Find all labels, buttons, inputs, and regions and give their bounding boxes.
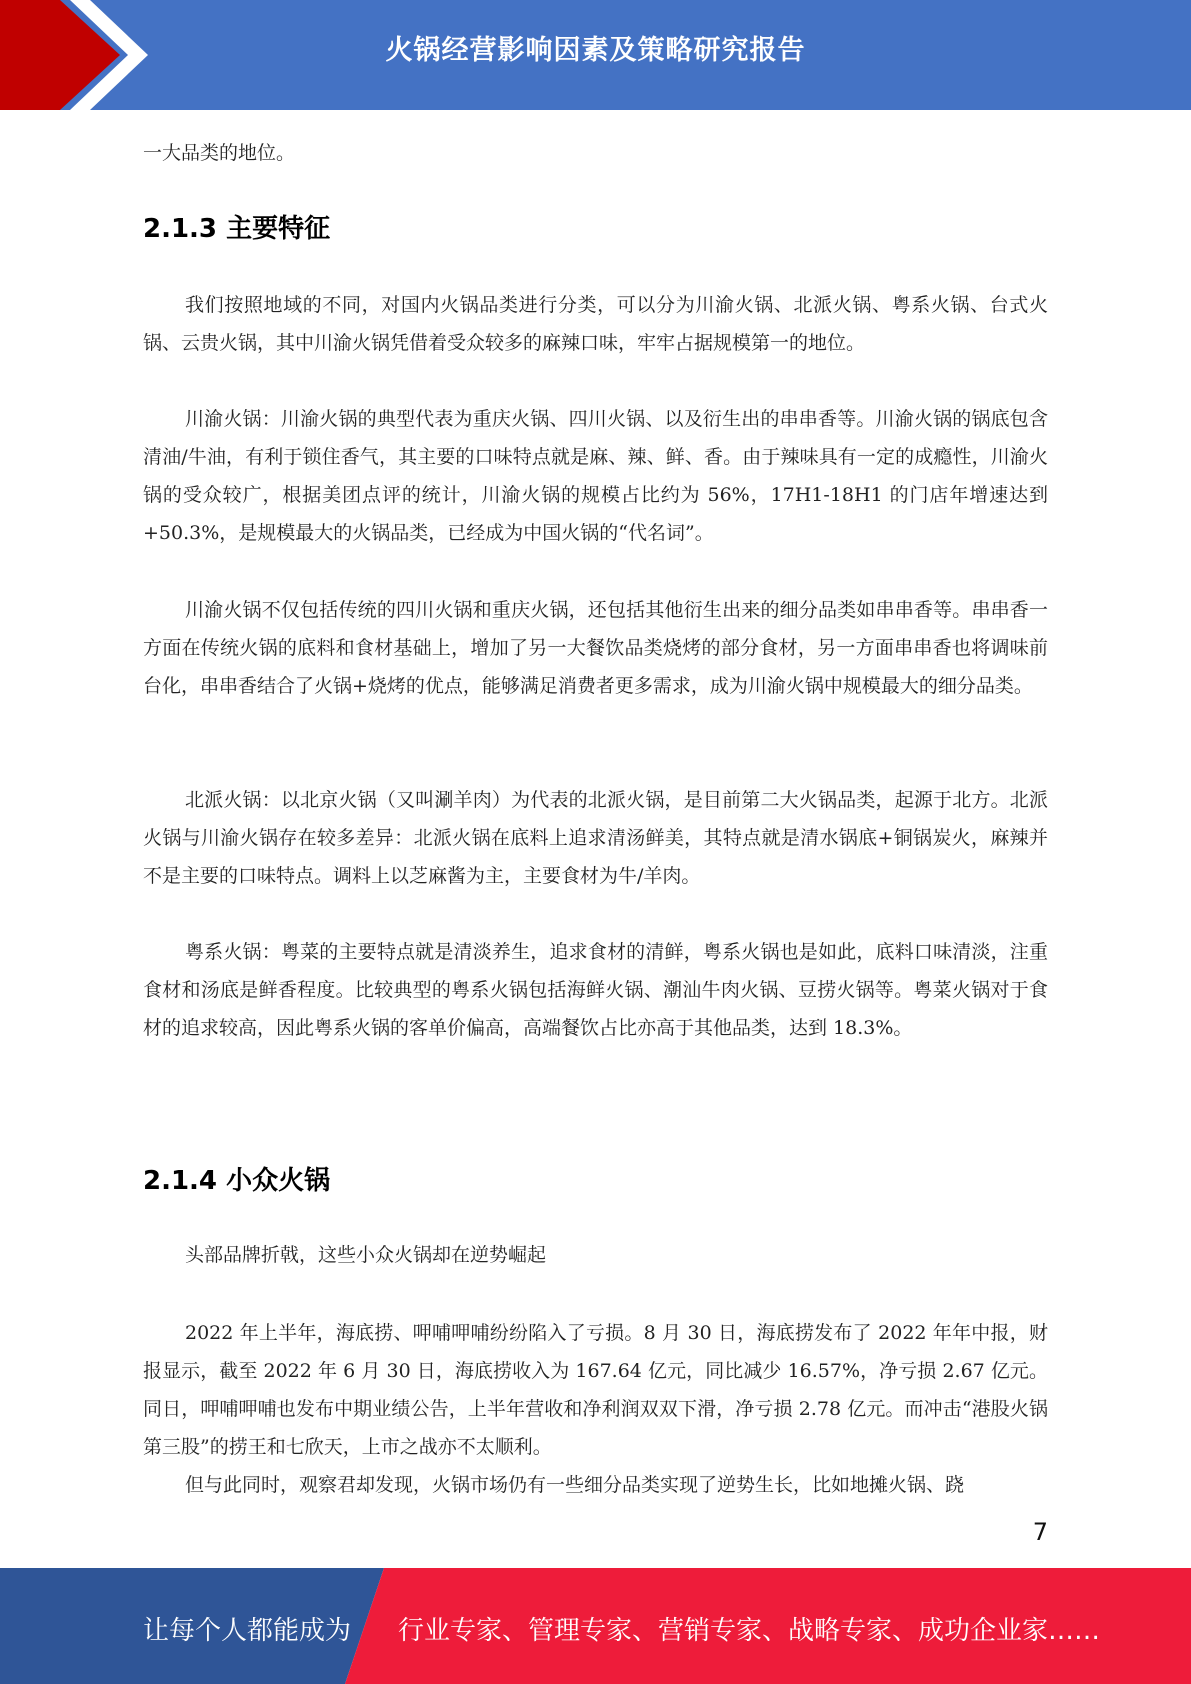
- paragraph: 2022 年上半年，海底捞、呷哺呷哺纷纷陷入了亏损。8 月 30 日，海底捞发布了 2022 年年中报，财报显示，截至 2022 年 6 月 30 日，海底捞收入为 167.64 亿元，同比减少 16.57%，净亏损 2.67 亿元。同日，呷哺呷哺也发布中期业绩公告，上半年营收和净利润双双下滑，净亏损 2.78 亿元。而冲击“港股火锅第三股”的捞王和七欣天，上市之战亦不太顺利。: [143, 1322, 1048, 1458]
- page-header: [0, 0, 1191, 110]
- paragraph: 粤系火锅：粤菜的主要特点就是清淡养生，追求食材的清鲜，粤系火锅也是如此，底料口味清淡，注重食材和汤底是鲜香程度。比较典型的粤系火锅包括海鲜火锅、潮汕牛肉火锅、豆捞火锅等。粤菜火锅对于食材的追求较高，因此粤系火锅的客单价偏高，高端餐饮占比亦高于其他品类，达到 18.3%。: [143, 941, 1048, 1039]
- paragraph: 一大品类的地位。: [143, 142, 296, 164]
- page-footer: [0, 1568, 1191, 1684]
- section-heading-2-1-3: 2.1.3 主要特征: [143, 214, 331, 244]
- footer-slogan-left: 让每个人都能成为: [143, 1616, 352, 1646]
- paragraph: 但与此同时，观察君却发现，火锅市场仍有一些细分品类实现了逆势生长，比如地摊火锅、跷: [185, 1474, 965, 1496]
- paragraph: 我们按照地域的不同，对国内火锅品类进行分类，可以分为川渝火锅、北派火锅、粤系火锅、台式火锅、云贵火锅，其中川渝火锅凭借着受众较多的麻辣口味，牢牢占据规模第一的地位。: [143, 294, 1048, 354]
- paragraph: 头部品牌折戟，这些小众火锅却在逆势崛起: [185, 1244, 547, 1266]
- paragraph: 北派火锅：以北京火锅（又叫涮羊肉）为代表的北派火锅，是目前第二大火锅品类，起源于北方。北派火锅与川渝火锅存在较多差异：北派火锅在底料上追求清汤鲜美，其特点就是清水锅底+铜锅炭火，麻辣并不是主要的口味特点。调料上以芝麻酱为主，主要食材为牛/羊肉。: [143, 789, 1048, 887]
- paragraph: 川渝火锅：川渝火锅的典型代表为重庆火锅、四川火锅、以及衍生出的串串香等。川渝火锅的锅底包含清油/牛油，有利于锁住香气，其主要的口味特点就是麻、辣、鲜、香。由于辣味具有一定的成瘾性，川渝火锅的受众较广，根据美团点评的统计，川渝火锅的规模占比约为 56%，17H1-18H1 的门店年增速达到+50.3%，是规模最大的火锅品类，已经成为中国火锅的“代名词”。: [143, 408, 1048, 544]
- paragraph: 川渝火锅不仅包括传统的四川火锅和重庆火锅，还包括其他衍生出来的细分品类如串串香等。串串香一方面在传统火锅的底料和食材基础上，增加了另一大餐饮品类烧烤的部分食材，另一方面串串香也将调味前台化，串串香结合了火锅+烧烤的优点，能够满足消费者更多需求，成为川渝火锅中规模最大的细分品类。: [143, 599, 1048, 697]
- page-number: 7: [1032, 1518, 1048, 1546]
- footer-slogan-right: 行业专家、管理专家、营销专家、战略专家、成功企业家……: [398, 1616, 1101, 1646]
- section-heading-2-1-4: 2.1.4 小众火锅: [143, 1166, 331, 1196]
- header-title: 火锅经营影响因素及策略研究报告: [385, 35, 806, 66]
